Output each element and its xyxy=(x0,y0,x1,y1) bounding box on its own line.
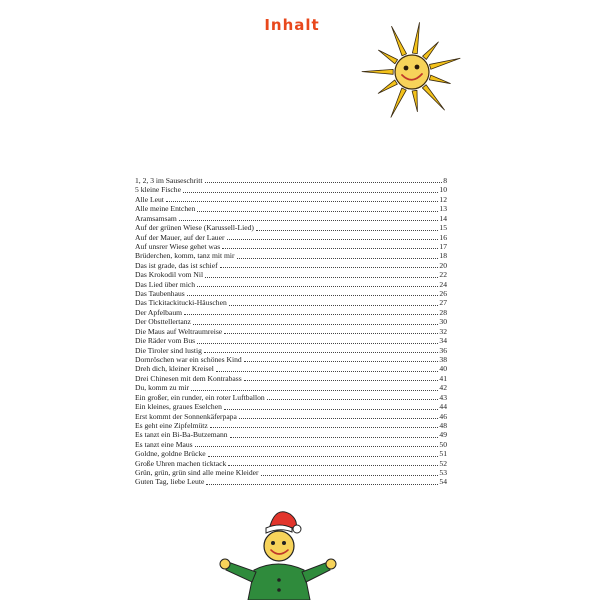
sun-ray xyxy=(429,58,460,69)
toc-dot-leader xyxy=(206,483,438,485)
toc-entry xyxy=(135,402,447,411)
toc-dot-leader xyxy=(183,191,438,193)
toc-entry-title: Das Tickitackitucki-Häuschen xyxy=(135,298,227,308)
sun-ray xyxy=(412,90,417,111)
toc-entry-title: Dornröschen war ein schönes Kind xyxy=(135,355,242,364)
toc-dot-leader xyxy=(184,313,438,315)
toc-entry-title: Die Räder vom Bus xyxy=(135,336,196,346)
toc-entry-title: Auf unsrer Wiese gehet was xyxy=(135,241,221,251)
toc-dot-leader xyxy=(239,417,439,419)
toc-entry xyxy=(135,459,447,468)
toc-dot-leader xyxy=(222,247,438,249)
toc-entry-title: Alle Leut xyxy=(135,194,164,204)
toc-entry-title: Guten Tag, liebe Leute xyxy=(135,477,205,487)
toc-entry-title: Auf der grünen Wiese (Karussell-Lied) xyxy=(135,223,254,233)
toc-entry-title: Das Taubenhaus xyxy=(135,289,185,299)
toc-entry xyxy=(135,412,447,421)
toc-dot-leader xyxy=(267,398,439,400)
toc-dot-leader xyxy=(227,238,439,240)
toc-entry-title: Das ist grade, das ist schief xyxy=(135,260,218,270)
toc-entry xyxy=(135,355,447,364)
toc-dot-leader xyxy=(216,370,439,372)
toc-entry-title: Grün, grün, grün sind alle meine Kleider xyxy=(135,468,259,478)
toc-entry-page: 49 xyxy=(439,430,447,440)
toc-entry-title: Der Apfelbaum xyxy=(135,307,183,317)
toc-entry xyxy=(135,383,447,392)
toc-entry-page: 44 xyxy=(439,402,447,412)
toc-entry xyxy=(135,176,447,185)
toc-entry-title: Die Maus auf Weltraumreise xyxy=(135,326,223,336)
toc-entry xyxy=(135,195,447,204)
toc-entry xyxy=(135,327,447,336)
toc-dot-leader xyxy=(229,304,439,306)
toc-entry-title: Ein kleines, graues Eselchen xyxy=(135,402,222,412)
toc-entry xyxy=(135,478,447,487)
toc-entry-page: 14 xyxy=(439,213,447,223)
toc-entry-title: Große Uhren machen ticktack xyxy=(135,458,227,468)
toc-entry-title: Es tanzt ein Bi-Ba-Butzemann xyxy=(135,430,228,440)
toc-entry-page: 13 xyxy=(439,204,447,214)
toc-entry xyxy=(135,468,447,477)
toc-dot-leader xyxy=(197,210,438,212)
toc-dot-leader xyxy=(195,445,439,447)
toc-entry-title: Goldne, goldne Brücke xyxy=(135,449,206,459)
toc-entry xyxy=(135,223,447,232)
toc-dot-leader xyxy=(244,360,439,362)
toc-dot-leader xyxy=(228,464,438,466)
toc-entry xyxy=(135,317,447,326)
toc-entry xyxy=(135,336,447,345)
toc-dot-leader xyxy=(166,200,439,202)
toc-entry-page: 26 xyxy=(439,289,447,299)
toc-entry-page: 36 xyxy=(439,345,447,355)
toc-entry-page: 8 xyxy=(443,175,447,185)
toc-dot-leader xyxy=(187,294,439,296)
toc-entry-page: 24 xyxy=(439,279,447,289)
toc-dot-leader xyxy=(191,389,438,391)
smiling-sun-icon xyxy=(352,18,472,136)
toc-entry-page: 12 xyxy=(439,194,447,204)
toc-dot-leader xyxy=(197,342,438,344)
toc-entry-page: 20 xyxy=(439,260,447,270)
toc-entry-page: 38 xyxy=(439,355,447,364)
toc-entry xyxy=(135,364,447,373)
toc-entry-page: 32 xyxy=(439,326,447,336)
toc-dot-leader xyxy=(179,219,439,221)
toc-entry-page: 48 xyxy=(439,420,447,430)
toc-entry xyxy=(135,393,447,402)
page-title: Inhalt xyxy=(264,16,320,34)
toc-dot-leader xyxy=(205,276,438,278)
toc-entry-page: 43 xyxy=(439,392,447,402)
toc-entry-title: 5 kleine Fische xyxy=(135,185,181,195)
toc-entry xyxy=(135,308,447,317)
toc-entry-title: Es tanzt eine Maus xyxy=(135,439,193,449)
toc-entry xyxy=(135,430,447,439)
toc-entry-page: 52 xyxy=(439,458,447,468)
child-with-santa-hat-icon xyxy=(218,508,338,600)
toc-entry-title: Drei Chinesen mit dem Kontrabass xyxy=(135,373,242,383)
toc-entry-title: Aramsamsam xyxy=(135,213,177,223)
table-of-contents xyxy=(135,176,447,487)
toc-entry xyxy=(135,214,447,223)
toc-entry xyxy=(135,261,447,270)
sun-ray xyxy=(362,69,393,74)
toc-entry xyxy=(135,185,447,194)
toc-dot-leader xyxy=(220,266,439,268)
toc-entry-title: Der Obsttellertanz xyxy=(135,317,191,327)
toc-dot-leader xyxy=(205,181,443,183)
toc-dot-leader xyxy=(261,474,439,476)
toc-entry-page: 18 xyxy=(439,251,447,261)
toc-dot-leader xyxy=(197,285,438,287)
toc-entry-page: 30 xyxy=(439,317,447,327)
toc-entry xyxy=(135,270,447,279)
toc-entry-title: Du, komm zu mir xyxy=(135,383,189,393)
toc-entry xyxy=(135,204,447,213)
toc-entry xyxy=(135,289,447,298)
toc-entry-page: 10 xyxy=(439,185,447,195)
sun-ray xyxy=(378,80,397,93)
toc-entry-page: 17 xyxy=(439,241,447,251)
toc-entry xyxy=(135,251,447,260)
toc-entry-page: 40 xyxy=(439,364,447,374)
toc-dot-leader xyxy=(210,426,439,428)
toc-entry-page: 54 xyxy=(439,477,447,487)
toc-entry-title: Erst kommt der Sonnenkäferpapa xyxy=(135,411,237,421)
toc-entry-page: 28 xyxy=(439,307,447,317)
sun-ray xyxy=(423,42,439,60)
toc-entry-title: 1, 2, 3 im Sauseschritt xyxy=(135,175,203,185)
toc-dot-leader xyxy=(256,229,439,231)
toc-dot-leader xyxy=(204,351,439,353)
toc-entry xyxy=(135,242,447,251)
sun-ray xyxy=(392,26,407,55)
toc-entry-page: 42 xyxy=(439,383,447,393)
toc-dot-leader xyxy=(237,257,439,259)
toc-entry-title: Die Tiroler sind lustig xyxy=(135,345,202,355)
toc-entry-title: Das Lied über mich xyxy=(135,279,196,289)
toc-dot-leader xyxy=(244,379,439,381)
toc-entry-page: 53 xyxy=(439,468,447,478)
toc-dot-leader xyxy=(224,332,438,334)
toc-entry-page: 50 xyxy=(439,439,447,449)
sun-ray xyxy=(379,50,398,64)
toc-entry xyxy=(135,233,447,242)
toc-entry xyxy=(135,374,447,383)
toc-entry-title: Auf der Mauer, auf der Lauer xyxy=(135,232,225,242)
sun-ray xyxy=(422,85,444,110)
toc-entry xyxy=(135,449,447,458)
toc-entry-title: Ein großer, ein runder, ein roter Luftballon xyxy=(135,392,265,402)
toc-dot-leader xyxy=(230,436,439,438)
toc-entry-page: 15 xyxy=(439,223,447,233)
toc-entry xyxy=(135,298,447,307)
toc-entry xyxy=(135,421,447,430)
toc-entry-page: 34 xyxy=(439,336,447,346)
toc-entry xyxy=(135,280,447,289)
toc-entry xyxy=(135,440,447,449)
toc-entry-title: Brüderchen, komm, tanz mit mir xyxy=(135,251,235,261)
sun-ray xyxy=(412,23,419,54)
toc-entry-page: 41 xyxy=(439,373,447,383)
toc-dot-leader xyxy=(193,323,439,325)
toc-dot-leader xyxy=(224,408,439,410)
toc-entry-title: Es geht eine Zipfelmütz xyxy=(135,420,208,430)
toc-entry-title: Dreh dich, kleiner Kreisel xyxy=(135,364,214,374)
toc-entry-title: Das Krokodil vom Nil xyxy=(135,270,204,280)
toc-entry xyxy=(135,346,447,355)
toc-entry-page: 22 xyxy=(439,270,447,280)
sun-ray xyxy=(429,75,450,83)
toc-entry-page: 51 xyxy=(439,449,447,459)
toc-entry-title: Alle meine Entchen xyxy=(135,204,196,214)
toc-entry-page: 46 xyxy=(439,411,447,421)
toc-dot-leader xyxy=(208,455,439,457)
toc-entry-page: 16 xyxy=(439,232,447,242)
sun-ray xyxy=(391,88,406,117)
toc-entry-page: 27 xyxy=(439,298,447,308)
